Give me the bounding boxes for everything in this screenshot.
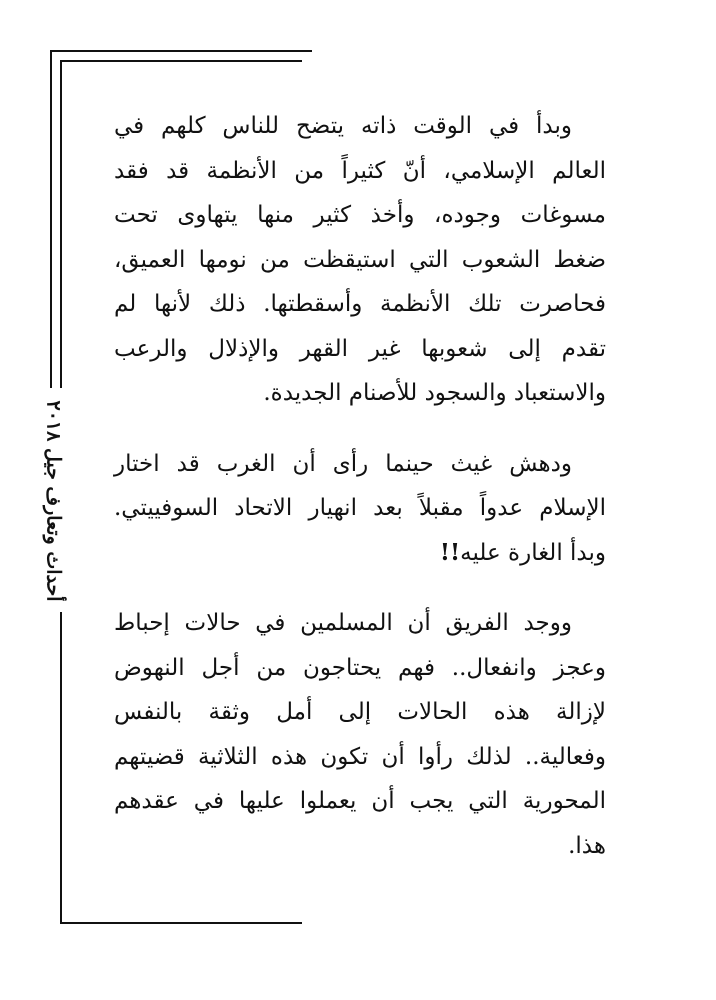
frame-line-inner-vertical <box>60 60 62 388</box>
exclamation-emphasis: !! <box>439 538 461 566</box>
body-text <box>114 104 606 868</box>
text-line: وفعالية.. لذلك رأوا أن تكون هذه الثلاثية قضيتهم <box>114 743 606 770</box>
text-line: مسوغات وجوده، وأخذ كثير منها يتهاوى تحت <box>114 202 606 228</box>
text-line: فحاصرت تلك الأنظمة وأسقطتها. ذلك لأنها لم <box>114 291 606 317</box>
running-head <box>18 400 88 602</box>
text-line: والاستعباد والسجود للأصنام الجديدة. <box>263 380 606 406</box>
text-line: لإزالة هذه الحالات إلى أمل وثقة بالنفس <box>114 699 606 725</box>
paragraph-2 <box>114 442 606 576</box>
text-line-with-emphasis <box>114 531 606 576</box>
frame-line-outer-horizontal <box>50 50 312 52</box>
text-line: هذا. <box>568 832 606 859</box>
text-line: وعجز وانفعال.. فهم يحتاجون من أجل النهوض <box>114 654 606 681</box>
text-line: تقدم إلى شعوبها غير القهر والإذلال والرعب <box>114 335 606 362</box>
text-line: وبدأ في الوقت ذاته يتضح للناس كلهم في <box>114 113 572 139</box>
text-line: الإسلام عدواً مقبلاً بعد انهيار الاتحاد السوفييتي. <box>114 495 606 521</box>
frame-line-inner-horizontal <box>60 60 302 62</box>
text-line: ضغط الشعوب التي استيقظت من نومها العميق، <box>114 246 606 273</box>
text-line: العالم الإسلامي، أنّ كثيراً من الأنظمة قد فقد <box>114 157 606 184</box>
paragraph-3 <box>114 601 606 868</box>
running-head-text: أحداث وتعارف جيل ٢٠١٨ <box>42 400 64 602</box>
frame-line-bottom-vertical <box>60 612 62 924</box>
paragraph-1 <box>114 104 606 416</box>
text-line: وبدأ الغارة عليه <box>460 539 606 566</box>
frame-line-outer-vertical <box>50 50 52 388</box>
frame-line-bottom-horizontal <box>60 922 302 924</box>
text-line: المحورية التي يجب أن يعملوا عليها في عقدهم <box>114 788 606 814</box>
text-line: ودهش غيث حينما رأى أن الغرب قد اختار <box>114 450 572 477</box>
text-line: ووجد الفريق أن المسلمين في حالات إحباط <box>114 610 572 636</box>
